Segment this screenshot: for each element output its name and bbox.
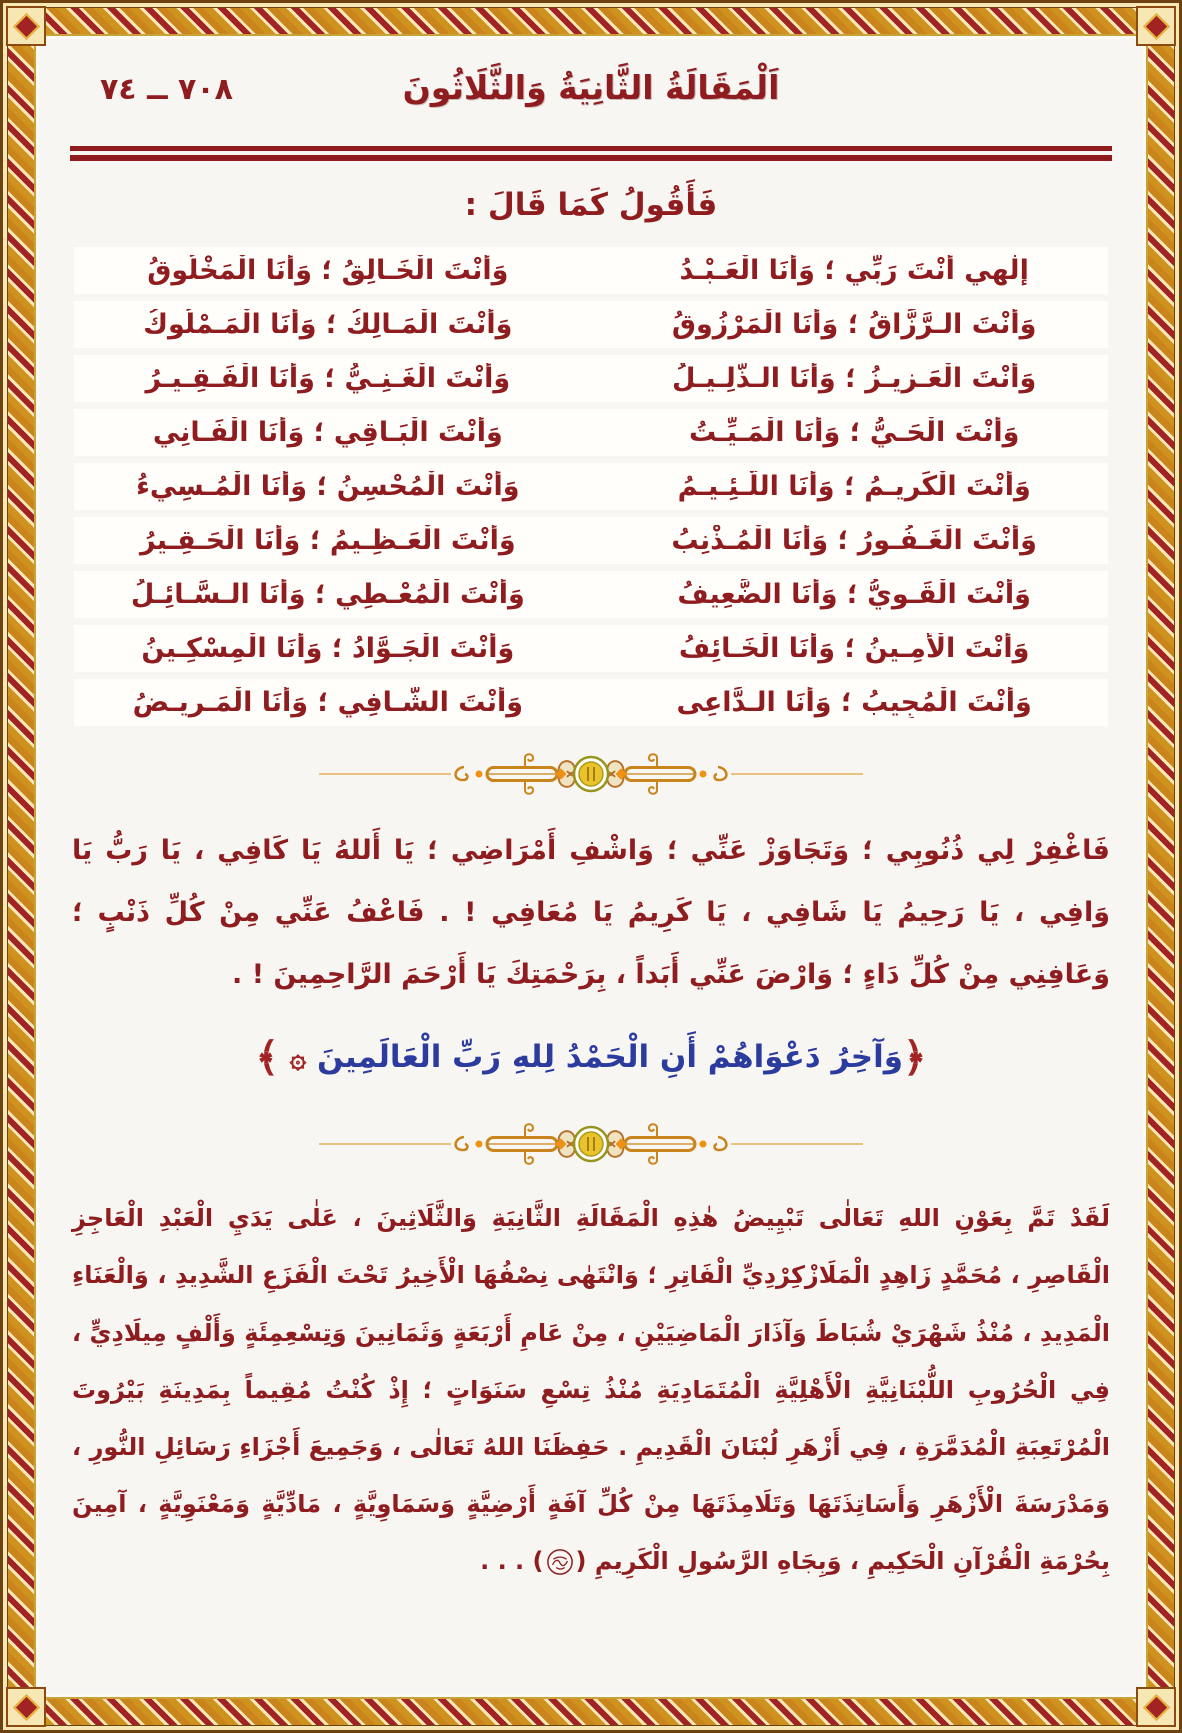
ornamental-divider bbox=[70, 1116, 1112, 1176]
page-header bbox=[70, 68, 1112, 132]
verse-right-hemistich: وَأَنْتَ الْعَـزِيـزُ ؛ وَأَنَا الـذَّلِـيـلُ bbox=[672, 363, 1037, 394]
verse-left-hemistich: وَأَنْتَ الْمُعْـطِي ؛ وَأَنَا الـسَّـائِـلُ bbox=[130, 579, 525, 610]
colophon-paragraph bbox=[72, 1190, 1110, 1590]
prophet-seal-icon bbox=[546, 1548, 574, 1576]
verse-row bbox=[74, 247, 1108, 294]
quran-open-bracket: ﴿ bbox=[903, 1035, 927, 1082]
verse-left-hemistich: وَأَنْتَ الْبَـاقِي ؛ وَأَنَا الْفَـانِي bbox=[152, 417, 503, 448]
quran-verse bbox=[70, 1020, 1112, 1096]
verse-rosette-icon: ۞ bbox=[289, 1041, 307, 1075]
verse-row bbox=[74, 355, 1108, 402]
chain-border-band bbox=[7, 7, 1175, 1726]
verse-right-hemistich: وَأَنْتَ الْأَمِـينُ ؛ وَأَنَا الْخَـائِفُ bbox=[678, 633, 1030, 664]
section-heading: فَأَقُولُ كَمَا قَالَ : bbox=[464, 187, 718, 223]
verse-row bbox=[74, 463, 1108, 510]
page-number: ٧٠٨ ــ ٧٤ bbox=[100, 72, 233, 107]
verse-left-hemistich: وَأَنْتَ الشَّـافِي ؛ وَأَنَا الْمَـرِيـضُ bbox=[132, 687, 524, 718]
verse-right-hemistich: وَأَنْتَ الْغَـفُـورُ ؛ وَأَنَا الْمُـذْنِبُ bbox=[671, 525, 1037, 556]
page-title: اَلْمَقَالَةُ الثَّانِيَةُ وَالثَّلَاثُونَ bbox=[402, 68, 780, 107]
verse-right-hemistich: وَأَنْتَ الْقَـوِيُّ ؛ وَأَنَا الضَّعِيفُ bbox=[677, 579, 1031, 610]
colophon-ellipsis: ) . . . bbox=[480, 1546, 544, 1575]
corner-ornament-icon bbox=[6, 1687, 46, 1727]
corner-ornament-icon bbox=[1136, 6, 1176, 46]
ornamental-divider bbox=[70, 746, 1112, 806]
quran-close-bracket: ﴾ bbox=[255, 1035, 279, 1082]
verse-right-hemistich: وَأَنْتَ الْمُجِيبُ ؛ وَأَنَا الـدَّاعِى bbox=[676, 687, 1032, 718]
verse-left-hemistich: وَأَنْتَ الْجَـوَّادُ ؛ وَأَنَا الْمِسْكِـينُ bbox=[141, 633, 515, 664]
page-content bbox=[34, 34, 1148, 1699]
verse-left-hemistich: وَأَنْتَ الْعَـظِـيمُ ؛ وَأَنَا الْحَـقِـيرُ bbox=[140, 525, 516, 556]
verse-row bbox=[74, 409, 1108, 456]
verse-table bbox=[74, 247, 1108, 726]
verse-right-hemistich: وَأَنْتَ الْحَـيُّ ؛ وَأَنَا الْمَـيِّـتُ bbox=[688, 417, 1020, 448]
verse-left-hemistich: وَأَنْتَ الْغَـنِـيُّ ؛ وَأَنَا الْفَـقِـيـرُ bbox=[145, 363, 511, 394]
header-double-rule bbox=[70, 146, 1112, 161]
quran-verse-text: وَآخِرُ دَعْوَاهُمْ أَنِ الْحَمْدُ لِلهِ رَبِّ الْعَالَمِينَ bbox=[316, 1039, 904, 1076]
corner-ornament-icon bbox=[6, 6, 46, 46]
verse-right-hemistich: إِلٰهِي أَنْتَ رَبِّي ؛ وَأَنَا الْعَـبْـدُ bbox=[679, 255, 1029, 286]
verse-right-hemistich: وَأَنْتَ الْكَرِيـمُ ؛ وَأَنَا اللَّـئِـيـمُ bbox=[677, 471, 1031, 502]
verse-row bbox=[74, 679, 1108, 726]
ornamental-divider-icon bbox=[311, 1116, 871, 1172]
prayer-paragraph: فَاغْفِرْ لِي ذُنُوبِي ؛ وَتَجَاوَزْ عَنِّي ؛ وَاشْفِ أَمْرَاضِي ؛ يَا أَللهُ يَا كَافِي ، يَا رَبُّ يَا وَافِي ، يَا رَحِيمُ يَا شَافِي ، يَا كَرِيمُ يَا مُعَافِي ! . فَاعْفُ عَنِّي مِنْ كُلِّ ذَنْبٍ ؛ وَعَافِنِي مِنْ كُلِّ دَاءٍ ؛ وَارْضَ عَنِّي أَبَداً ، بِرَحْمَتِكَ يَا أَرْحَمَ الرَّاحِمِينَ ! . bbox=[72, 835, 1110, 991]
verse-row bbox=[74, 301, 1108, 348]
verse-left-hemistich: وَأَنْتَ الْمَـالِكُ ؛ وَأَنَا الْمَـمْلُوكُ bbox=[143, 309, 513, 340]
verse-row bbox=[74, 517, 1108, 564]
verse-left-hemistich: وَأَنْتَ الْخَـالِقُ ؛ وَأَنَا الْمَخْلُوقُ bbox=[147, 255, 509, 286]
verse-row bbox=[74, 625, 1108, 672]
verse-right-hemistich: وَأَنْتَ الـرَّزَّاقُ ؛ وَأَنَا الْمَرْزُوقُ bbox=[671, 309, 1037, 340]
colophon-text: لَقَدْ تَمَّ بِعَوْنِ اللهِ تَعَالٰى تَبْيِيضُ هٰذِهِ الْمَقَالَةِ الثَّانِيَةِ وَالثَّلَاثِينَ ، عَلٰى يَدَيِ الْعَبْدِ الْعَاجِزِ الْقَاصِرِ ، مُحَمَّدٍ زَاهِدٍ الْمَلَازْكِرْدِيِّ الْفَاتِرِ ؛ وَانْتَهٰى نِصْفُهَا الْأَخِيرُ تَحْتَ الْفَزَعِ الشَّدِيدِ ، وَالْعَنَاءِ الْمَدِيدِ ، مُنْذُ شَهْرَيْ شُبَاطَ وَآذَارَ الْمَاضِيَيْنِ ، مِنْ عَامِ أَرْبَعَةٍ وَثَمَانِينَ وَتِسْعِمِئَةٍ وَأَلْفٍ مِيلَادِيٍّ ، فِي الْحُرُوبِ اللُّبْنَانِيَّةِ الْأَهْلِيَّةِ الْمُتَمَادِيَةِ مُنْذُ تِسْعِ سَنَوَاتٍ ؛ إِذْ كُنْتُ مُقِيماً بِمَدِينَةِ بَيْرُوتَ الْمُرْتَعِبَةِ الْمُدَمَّرَةِ ، فِي أَزْهَرِ لُبْنَانَ الْقَدِيمِ . حَفِظَنَا اللهُ تَعَالٰى ، وَجَمِيعَ أَجْزَاءِ رَسَائِلِ النُّورِ ، وَمَدْرَسَةَ الْأَزْهَرِ وَأَسَاتِذَتَهَا وَتَلَامِذَتَهَا مِنْ كُلِّ آفَةٍ أَرْضِيَّةٍ وَسَمَاوِيَّةٍ ، مَادِّيَّةٍ وَمَعْنَوِيَّةٍ ، آمِينَ بِحُرْمَةِ الْقُرْآنِ الْحَكِيمِ ، وَبِجَاهِ الرَّسُولِ الْكَرِيمِ ( bbox=[72, 1204, 1110, 1575]
verse-row bbox=[74, 571, 1108, 618]
corner-ornament-icon bbox=[1136, 1687, 1176, 1727]
ornamental-divider-icon bbox=[311, 746, 871, 802]
verse-left-hemistich: وَأَنْتَ الْمُحْسِنُ ؛ وَأَنَا الْمُـسِيءُ bbox=[136, 471, 520, 502]
